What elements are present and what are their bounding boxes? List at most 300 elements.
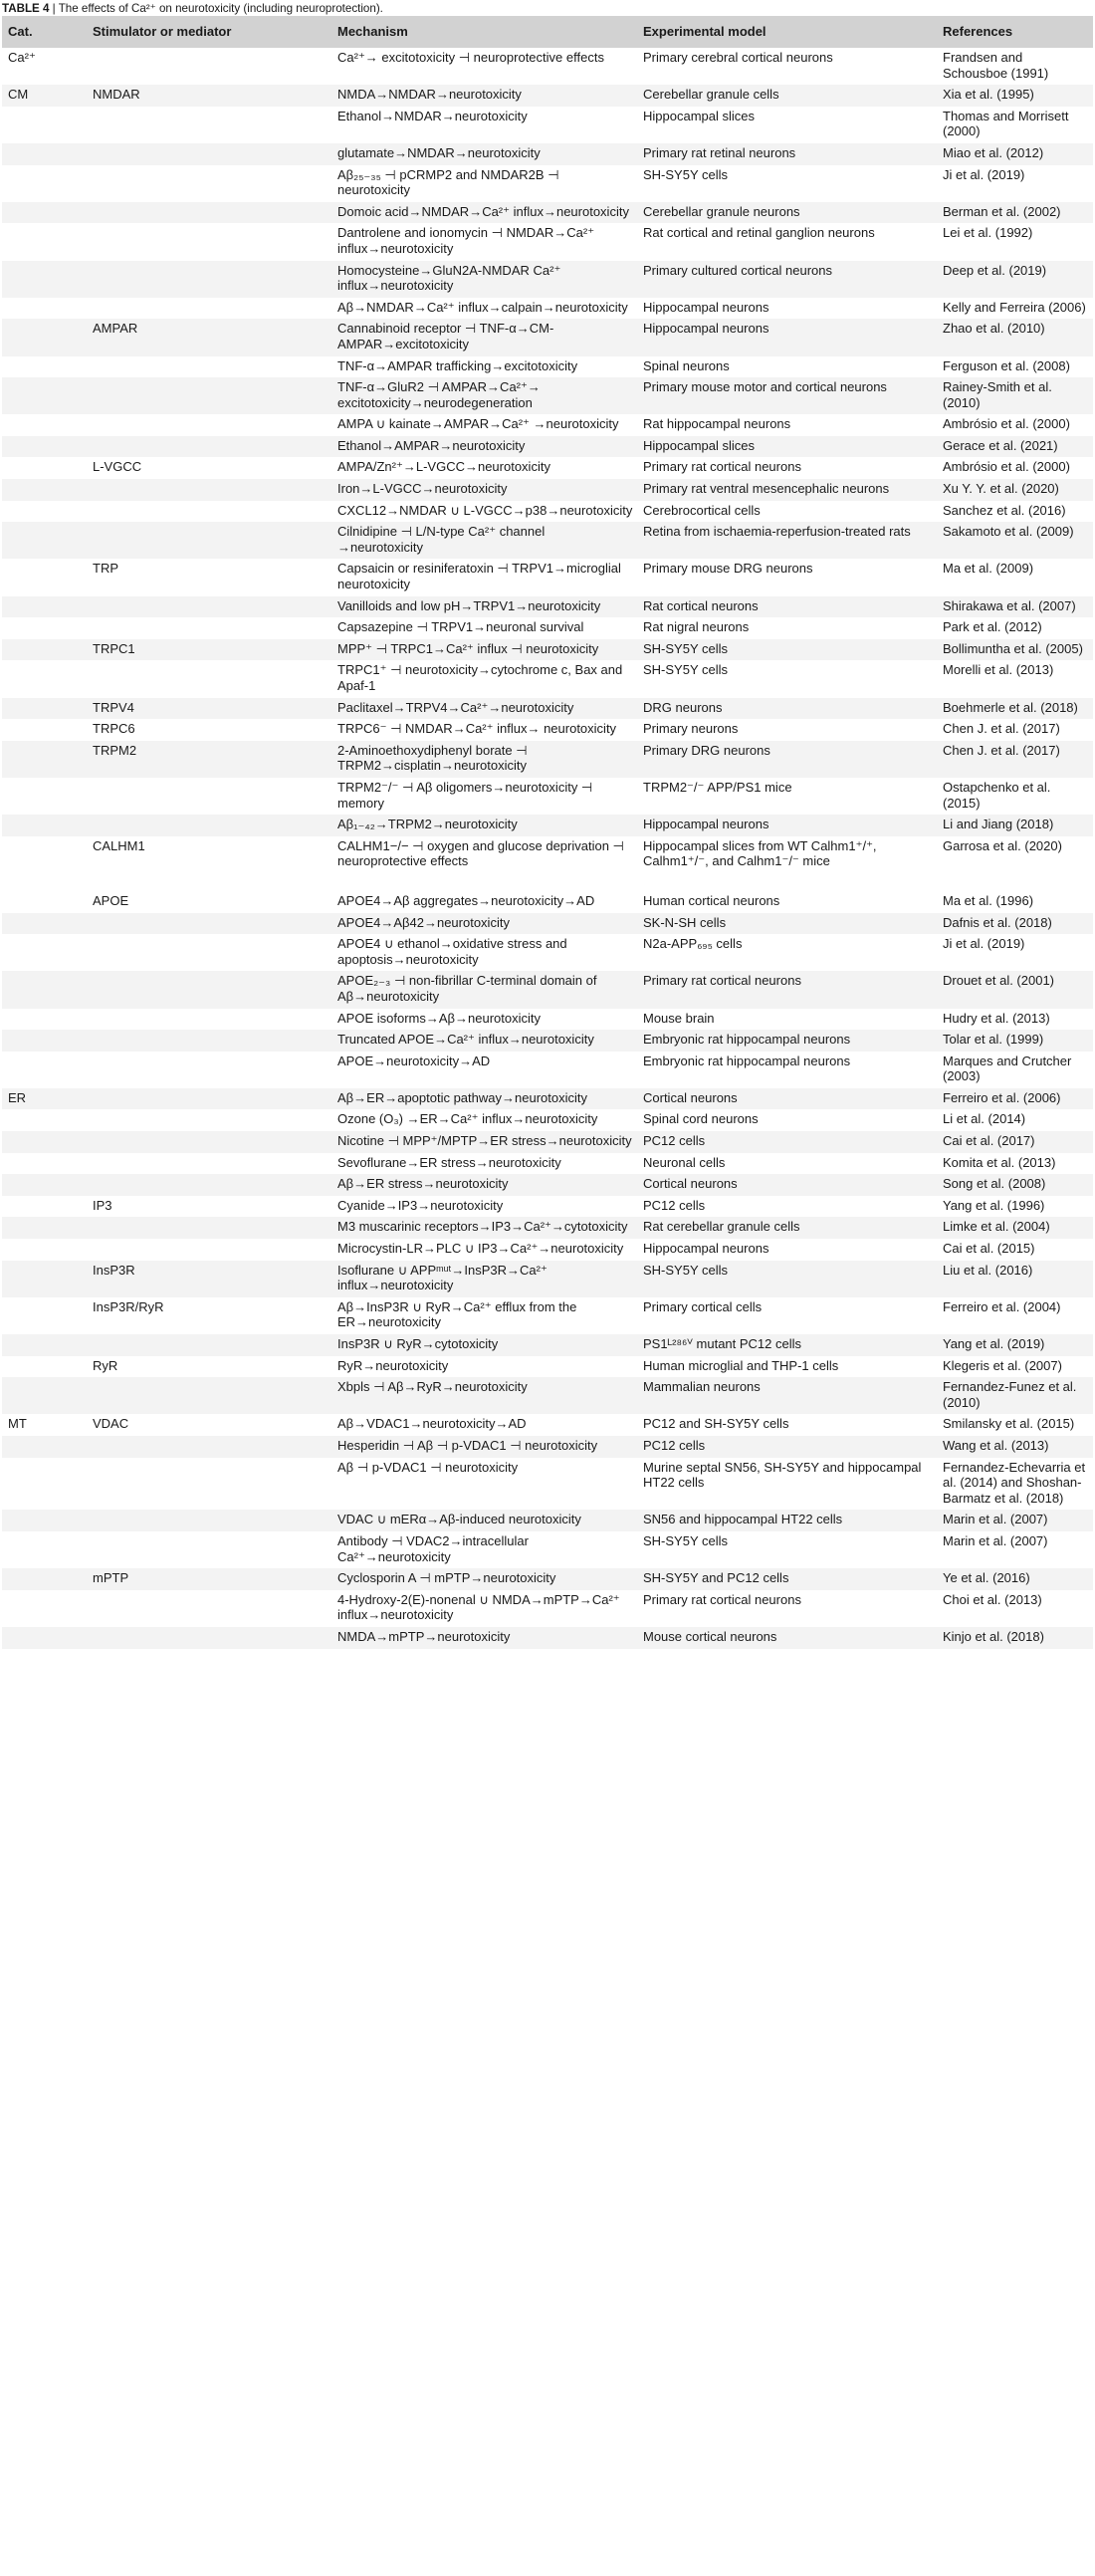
cell-mechanism: Sevoflurane→ER stress→neurotoxicity — [337, 1154, 561, 1170]
cell-stimulator — [87, 436, 331, 458]
table-row — [2, 414, 1093, 436]
cell-category — [2, 891, 87, 913]
cell-model: Cortical neurons — [637, 1174, 937, 1196]
cell-reference: Shirakawa et al. (2007) — [937, 596, 1093, 618]
cell-stimulator — [87, 522, 331, 559]
cell-category — [2, 836, 87, 873]
table-row — [2, 1568, 1093, 1590]
cell-stimulator — [87, 1131, 331, 1153]
cell-mechanism: Aβ→ER stress→neurotoxicity — [331, 1174, 637, 1196]
cell-reference: Gerace et al. (2021) — [937, 436, 1093, 458]
table-row — [2, 1261, 1093, 1297]
table-row — [2, 741, 1093, 778]
cell-model: Mouse brain — [643, 1010, 715, 1026]
data-table — [2, 16, 1093, 1649]
cell-category — [2, 377, 87, 414]
cell-model: Primary rat ventral mesencephalic neurons — [637, 479, 937, 501]
cell-reference: Marques and Crutcher (2003) — [943, 1053, 1072, 1084]
table-row — [2, 1510, 1093, 1531]
cell-mechanism: APOE4→Aβ42→neurotoxicity — [331, 913, 637, 935]
cell-reference: Li and Jiang (2018) — [937, 815, 1093, 836]
cell-reference: Miao et al. (2012) — [937, 143, 1093, 165]
table-row — [2, 1334, 1093, 1356]
cell-stimulator — [87, 1030, 331, 1052]
table-row — [2, 165, 1093, 202]
cell-mechanism: Ca²⁺→ excitotoxicity ⊣ neuroprotective effects — [337, 50, 604, 65]
cell-mechanism: NMDA→mPTP→neurotoxicity — [331, 1627, 637, 1649]
cell-mechanism: TRPM2⁻/⁻ ⊣ Aβ oligomers→neurotoxicity ⊣ memory — [337, 779, 593, 811]
cell-category — [2, 1131, 87, 1153]
cell-mechanism: Ethanol→AMPAR→neurotoxicity — [331, 436, 637, 458]
cell-category — [2, 1009, 87, 1031]
cell-mechanism: AMPA/Zn²⁺→L-VGCC→neurotoxicity — [337, 459, 550, 475]
cell-model: N2a-APP₆₉₅ cells — [643, 936, 743, 952]
cell-mechanism: Aβ₁₋₄₂→TRPM2→neurotoxicity — [331, 815, 637, 836]
cell-model: Rat cortical and retinal ganglion neurons — [643, 225, 875, 241]
cell-stimulator: L-VGCC — [93, 459, 142, 475]
cell-category — [2, 1196, 87, 1218]
table-row — [2, 377, 1093, 414]
cell-reference: Park et al. (2012) — [943, 619, 1042, 635]
cell-stimulator — [87, 261, 331, 298]
cell-category — [2, 457, 87, 479]
cell-mechanism: Aβ₂₅₋₃₅ ⊣ pCRMP2 and NMDAR2B ⊣ neurotoxicity — [337, 166, 559, 198]
cell-mechanism: TRPC1⁺ ⊣ neurotoxicity→cytochrome c, Bax and Apaf-1 — [337, 662, 623, 693]
cell-model: Primary rat retinal neurons — [637, 143, 937, 165]
cell-category — [2, 1297, 87, 1334]
cell-reference: Liu et al. (2016) — [937, 1261, 1093, 1297]
cell-reference: Yang et al. (2019) — [937, 1334, 1093, 1356]
cell-reference: Berman et al. (2002) — [937, 202, 1093, 224]
cell-category — [2, 559, 87, 595]
table-row — [2, 1356, 1093, 1378]
table-row — [2, 85, 1093, 107]
cell-model: Mouse cortical neurons — [637, 1627, 937, 1649]
table-row — [2, 436, 1093, 458]
cell-category — [2, 913, 87, 935]
cell-model: Hippocampal slices — [637, 436, 937, 458]
cell-stimulator — [87, 501, 331, 523]
cell-model: Retina from ischaemia-reperfusion-treated rats — [637, 522, 937, 559]
cell-category — [2, 639, 87, 661]
cell-mechanism: Iron→L-VGCC→neurotoxicity — [331, 479, 637, 501]
cell-stimulator — [87, 617, 331, 639]
table-row — [2, 223, 1093, 260]
cell-reference: Li et al. (2014) — [943, 1111, 1026, 1127]
cell-mechanism: APOE4 ∪ ethanol→oxidative stress and apoptosis→neurotoxicity — [337, 936, 567, 967]
cell-reference: Ostapchenko et al. (2015) — [943, 779, 1051, 811]
table-row — [2, 457, 1093, 479]
cell-reference: Ji et al. (2019) — [943, 166, 1025, 182]
cell-mechanism: Antibody ⊣ VDAC2→intracellular Ca²⁺→neurotoxicity — [337, 1532, 529, 1564]
cell-model: Hippocampal neurons — [643, 1241, 769, 1257]
cell-category — [2, 501, 87, 523]
cell-category — [2, 1109, 87, 1131]
cell-model: Embryonic rat hippocampal neurons — [643, 1053, 851, 1068]
cell-reference: Sakamoto et al. (2009) — [937, 522, 1093, 559]
cell-model: Embryonic rat hippocampal neurons — [637, 1030, 937, 1052]
cell-mechanism: MPP⁺ ⊣ TRPC1→Ca²⁺ influx ⊣ neurotoxicity — [331, 639, 637, 661]
cell-category — [2, 1436, 87, 1458]
cell-mechanism: APOE isoforms→Aβ→neurotoxicity — [337, 1010, 541, 1026]
cell-model: Murine septal SN56, SH-SY5Y and hippocampal HT22 cells — [643, 1459, 922, 1491]
cell-mechanism: Domoic acid→NMDAR→Ca²⁺ influx→neurotoxicity — [331, 202, 637, 224]
cell-model: Primary rat cortical neurons — [643, 1591, 801, 1607]
header-category: Cat. — [8, 24, 33, 39]
cell-model: SH-SY5Y and PC12 cells — [637, 1568, 937, 1590]
cell-stimulator — [87, 1436, 331, 1458]
cell-model: SH-SY5Y cells — [643, 662, 729, 678]
cell-stimulator — [87, 1088, 331, 1110]
cell-category — [2, 617, 87, 639]
cell-category — [2, 1334, 87, 1356]
table-body — [2, 48, 1093, 1649]
cell-mechanism: Aβ→NMDAR→Ca²⁺ influx→calpain→neurotoxicity — [337, 299, 628, 315]
cell-model: PC12 cells — [643, 1197, 706, 1213]
cell-model: SH-SY5Y cells — [643, 166, 729, 182]
cell-category — [2, 202, 87, 224]
cell-mechanism: Capsazepine ⊣ TRPV1→neuronal survival — [337, 619, 584, 635]
cell-model: TRPM2⁻/⁻ APP/PS1 mice — [643, 779, 792, 795]
cell-mechanism: Aβ→InsP3R ∪ RyR→Ca²⁺ efflux from the ER→neurotoxicity — [337, 1298, 577, 1330]
cell-mechanism: Aβ→VDAC1→neurotoxicity→AD — [337, 1416, 527, 1432]
table-row — [2, 202, 1093, 224]
table-row — [2, 815, 1093, 836]
cell-reference: Yang et al. (1996) — [943, 1197, 1045, 1213]
cell-reference: Ferguson et al. (2008) — [943, 357, 1070, 373]
cell-mechanism: Cannabinoid receptor ⊣ TNF-α→CM-AMPAR→excitotoxicity — [331, 319, 637, 355]
table-header — [2, 16, 1093, 48]
cell-category — [2, 971, 87, 1008]
cell-model: Hippocampal neurons — [637, 319, 937, 355]
table-row — [2, 836, 1093, 873]
table-row — [2, 1590, 1093, 1627]
header-references: References — [943, 24, 1013, 39]
cell-mechanism: CALHM1−/− ⊣ oxygen and glucose deprivation ⊣ neuroprotective effects — [337, 837, 624, 869]
cell-category — [2, 414, 87, 436]
cell-mechanism: TNF-α→GluR2 ⊣ AMPAR→Ca²⁺→ excitotoxicity→neurodegeneration — [331, 377, 637, 414]
cell-mechanism: Capsaicin or resiniferatoxin ⊣ TRPV1→microglial neurotoxicity — [337, 561, 621, 592]
cell-category — [2, 1261, 87, 1297]
cell-category — [2, 107, 87, 143]
cell-stimulator: RyR — [93, 1357, 118, 1373]
cell-category — [2, 165, 87, 202]
cell-reference: Xia et al. (1995) — [937, 85, 1093, 107]
cell-model: PS1ᴸ²⁸⁶ⱽ mutant PC12 cells — [637, 1334, 937, 1356]
table-row — [2, 319, 1093, 355]
cell-stimulator — [87, 414, 331, 436]
cell-mechanism: Cilnidipine ⊣ L/N-type Ca²⁺ channel →neurotoxicity — [331, 522, 637, 559]
cell-reference: Drouet et al. (2001) — [937, 971, 1093, 1008]
cell-category — [2, 778, 87, 815]
cell-model: Human microglial and THP-1 cells — [643, 1357, 839, 1373]
cell-stimulator — [87, 48, 331, 85]
cell-model: Primary neurons — [643, 721, 739, 737]
cell-category — [2, 815, 87, 836]
cell-stimulator: InsP3R — [87, 1261, 331, 1297]
cell-stimulator: TRPC6 — [93, 721, 135, 737]
cell-model: SH-SY5Y cells — [637, 1261, 937, 1297]
cell-mechanism: Dantrolene and ionomycin ⊣ NMDAR→Ca²⁺ influx→neurotoxicity — [337, 225, 595, 256]
cell-category — [2, 934, 87, 971]
cell-mechanism: APOE4→Aβ aggregates→neurotoxicity→AD — [337, 892, 595, 908]
cell-reference: Garrosa et al. (2020) — [943, 837, 1062, 853]
cell-stimulator — [87, 1174, 331, 1196]
cell-reference: Chen J. et al. (2017) — [943, 721, 1060, 737]
cell-mechanism: Isoflurane ∪ APPᵐᵘᵗ→InsP3R→Ca²⁺ influx→neurotoxicity — [331, 1261, 637, 1297]
cell-model: SK-N-SH cells — [637, 913, 937, 935]
cell-model: Spinal neurons — [643, 357, 730, 373]
cell-mechanism: Microcystin-LR→PLC ∪ IP3→Ca²⁺→neurotoxicity — [337, 1241, 624, 1257]
cell-model: Cerebrocortical cells — [643, 502, 761, 518]
table-row — [2, 1153, 1093, 1175]
cell-model: Primary cultured cortical neurons — [637, 261, 937, 298]
cell-reference: Limke et al. (2004) — [937, 1217, 1093, 1239]
cell-mechanism: 2-Aminoethoxydiphenyl borate ⊣ TRPM2→cisplatin→neurotoxicity — [331, 741, 637, 778]
cell-reference: Ma et al. (2009) — [943, 561, 1034, 577]
caption-separator: | — [49, 2, 59, 15]
cell-stimulator — [87, 356, 331, 378]
cell-mechanism: Aβ ⊣ p-VDAC1 ⊣ neurotoxicity — [337, 1459, 519, 1475]
table-row — [2, 1531, 1093, 1568]
cell-model: SH-SY5Y cells — [637, 639, 937, 661]
cell-stimulator — [87, 1334, 331, 1356]
table-row — [2, 1109, 1093, 1131]
table-row — [2, 913, 1093, 935]
table-row — [2, 48, 1093, 85]
cell-reference: Boehmerle et al. (2018) — [937, 698, 1093, 720]
cell-mechanism: RyR→neurotoxicity — [337, 1357, 449, 1373]
cell-reference: Smilansky et al. (2015) — [943, 1416, 1075, 1432]
cell-category — [2, 1217, 87, 1239]
cell-stimulator — [87, 815, 331, 836]
cell-category — [2, 298, 87, 320]
cell-reference: Bollimuntha et al. (2005) — [937, 639, 1093, 661]
cell-mechanism: Cyanide→IP3→neurotoxicity — [337, 1197, 504, 1213]
cell-reference: Kelly and Ferreira (2006) — [943, 299, 1086, 315]
cell-mechanism: NMDA→NMDAR→neurotoxicity — [331, 85, 637, 107]
cell-stimulator — [87, 934, 331, 971]
table-row — [2, 1414, 1093, 1436]
cell-stimulator — [87, 1531, 331, 1568]
table-row — [2, 698, 1093, 720]
cell-model: Hippocampal neurons — [643, 299, 769, 315]
cell-model: Primary cerebral cortical neurons — [643, 50, 833, 65]
table-row — [2, 522, 1093, 559]
table-row — [2, 596, 1093, 618]
cell-stimulator — [87, 1627, 331, 1649]
table-row — [2, 719, 1093, 741]
cell-stimulator — [87, 1109, 331, 1131]
cell-stimulator: TRPM2 — [87, 741, 331, 778]
cell-stimulator: AMPAR — [87, 319, 331, 355]
cell-reference: Chen J. et al. (2017) — [937, 741, 1093, 778]
cell-stimulator — [87, 596, 331, 618]
cell-stimulator — [87, 1217, 331, 1239]
cell-reference: Kinjo et al. (2018) — [937, 1627, 1093, 1649]
cell-category — [2, 1030, 87, 1052]
cell-model: Cortical neurons — [637, 1088, 937, 1110]
table-row — [2, 639, 1093, 661]
cell-model: Neuronal cells — [643, 1154, 726, 1170]
cell-category — [2, 1239, 87, 1261]
cell-model: Cerebellar granule cells — [637, 85, 937, 107]
cell-category — [2, 1153, 87, 1175]
cell-stimulator — [87, 1458, 331, 1511]
table-row — [2, 934, 1093, 971]
cell-stimulator — [87, 223, 331, 260]
cell-category — [2, 223, 87, 260]
cell-reference: Klegeris et al. (2007) — [943, 1357, 1062, 1373]
cell-category — [2, 1377, 87, 1414]
cell-category — [2, 698, 87, 720]
table-row — [2, 1174, 1093, 1196]
table-row — [2, 1088, 1093, 1110]
cell-reference: Ma et al. (1996) — [943, 892, 1034, 908]
cell-stimulator: TRP — [93, 561, 118, 577]
cell-mechanism: TRPC6⁻ ⊣ NMDAR→Ca²⁺ influx→ neurotoxicity — [337, 721, 617, 737]
cell-category — [2, 596, 87, 618]
cell-mechanism: VDAC ∪ mERα→Aβ-induced neurotoxicity — [331, 1510, 637, 1531]
cell-stimulator — [87, 1510, 331, 1531]
cell-category: CM — [2, 85, 87, 107]
cell-model: PC12 cells — [637, 1436, 937, 1458]
cell-model: SN56 and hippocampal HT22 cells — [637, 1510, 937, 1531]
table-row — [2, 1458, 1093, 1511]
cell-stimulator — [87, 971, 331, 1008]
cell-stimulator: TRPV4 — [87, 698, 331, 720]
cell-category — [2, 319, 87, 355]
cell-category — [2, 1531, 87, 1568]
cell-reference: Ferreiro et al. (2004) — [943, 1298, 1061, 1314]
cell-model: Human cortical neurons — [643, 892, 780, 908]
cell-reference: Dafnis et al. (2018) — [937, 913, 1093, 935]
cell-stimulator — [87, 202, 331, 224]
cell-model: Mammalian neurons — [637, 1377, 937, 1414]
cell-stimulator — [87, 165, 331, 202]
cell-category — [2, 479, 87, 501]
cell-category — [2, 436, 87, 458]
cell-reference: Rainey-Smith et al. (2010) — [937, 377, 1093, 414]
cell-stimulator: mPTP — [87, 1568, 331, 1590]
header-model: Experimental model — [643, 24, 766, 39]
cell-mechanism: Vanilloids and low pH→TRPV1→neurotoxicity — [331, 596, 637, 618]
table-row — [2, 479, 1093, 501]
table-row — [2, 1377, 1093, 1414]
cell-category: ER — [2, 1088, 87, 1110]
cell-model: Hippocampal slices — [643, 108, 755, 123]
cell-category — [2, 1052, 87, 1088]
cell-reference: Ji et al. (2019) — [943, 936, 1025, 952]
table-row — [2, 261, 1093, 298]
cell-stimulator: TRPC1 — [87, 639, 331, 661]
cell-stimulator — [87, 913, 331, 935]
cell-mechanism: Truncated APOE→Ca²⁺ influx→neurotoxicity — [331, 1030, 637, 1052]
cell-reference: Ferreiro et al. (2006) — [937, 1088, 1093, 1110]
cell-mechanism: Xbpls ⊣ Aβ→RyR→neurotoxicity — [331, 1377, 637, 1414]
table-row — [2, 356, 1093, 378]
cell-model: DRG neurons — [637, 698, 937, 720]
cell-model: SH-SY5Y cells — [643, 1532, 729, 1548]
cell-mechanism: Ozone (O₃) →ER→Ca²⁺ influx→neurotoxicity — [337, 1111, 598, 1127]
cell-mechanism: Aβ→ER→apoptotic pathway→neurotoxicity — [331, 1088, 637, 1110]
cell-model: Hippocampal slices from WT Calhm1⁺/⁺, Calhm1⁺/⁻, and Calhm1⁻/⁻ mice — [643, 837, 877, 869]
cell-mechanism: CXCL12→NMDAR ∪ L-VGCC→p38→neurotoxicity — [337, 502, 633, 518]
cell-stimulator: IP3 — [93, 1197, 112, 1213]
table-row — [2, 143, 1093, 165]
cell-reference: Tolar et al. (1999) — [937, 1030, 1093, 1052]
cell-category — [2, 356, 87, 378]
cell-model: Primary mouse DRG neurons — [643, 561, 813, 577]
table-row — [2, 1009, 1093, 1031]
table-row — [2, 660, 1093, 697]
header-row — [2, 16, 1093, 48]
table-row — [2, 971, 1093, 1008]
cell-reference: Choi et al. (2013) — [943, 1591, 1042, 1607]
cell-reference: Lei et al. (1992) — [943, 225, 1033, 241]
table-row — [2, 298, 1093, 320]
cell-mechanism: M3 muscarinic receptors→IP3→Ca²⁺→cytotoxicity — [331, 1217, 637, 1239]
table-row — [2, 1196, 1093, 1218]
cell-stimulator: InsP3R/RyR — [93, 1298, 164, 1314]
cell-category — [2, 719, 87, 741]
cell-stimulator — [87, 143, 331, 165]
cell-model: Rat cerebellar granule cells — [637, 1217, 937, 1239]
cell-reference: Deep et al. (2019) — [937, 261, 1093, 298]
cell-reference: Thomas and Morrisett (2000) — [943, 108, 1069, 139]
cell-stimulator — [87, 1377, 331, 1414]
cell-reference: Ye et al. (2016) — [937, 1568, 1093, 1590]
cell-stimulator — [87, 1153, 331, 1175]
cell-model: Primary cortical cells — [643, 1298, 763, 1314]
table-row — [2, 1627, 1093, 1649]
cell-category — [2, 1356, 87, 1378]
cell-stimulator — [87, 1052, 331, 1088]
cell-category — [2, 660, 87, 697]
table-row — [2, 107, 1093, 143]
cell-reference: Sanchez et al. (2016) — [943, 502, 1066, 518]
table-row — [2, 559, 1093, 595]
cell-mechanism: InsP3R ∪ RyR→cytotoxicity — [331, 1334, 637, 1356]
cell-reference: Fernandez-Funez et al. (2010) — [937, 1377, 1093, 1414]
cell-category — [2, 261, 87, 298]
cell-reference: Komita et al. (2013) — [943, 1154, 1056, 1170]
header-mechanism: Mechanism — [337, 24, 408, 39]
cell-category — [2, 143, 87, 165]
cell-model: Primary rat cortical neurons — [637, 971, 937, 1008]
cell-stimulator: APOE — [93, 892, 129, 908]
cell-model: Rat cortical neurons — [637, 596, 937, 618]
table-row — [2, 778, 1093, 815]
cell-stimulator — [87, 107, 331, 143]
cell-reference: Marin et al. (2007) — [943, 1532, 1048, 1548]
cell-category — [2, 522, 87, 559]
table-row — [2, 1131, 1093, 1153]
cell-mechanism: Homocysteine→GluN2A-NMDAR Ca²⁺ influx→neurotoxicity — [331, 261, 637, 298]
table-row — [2, 1436, 1093, 1458]
cell-model: Primary DRG neurons — [637, 741, 937, 778]
cell-mechanism: APOE→neurotoxicity→AD — [337, 1053, 491, 1068]
cell-category — [2, 1174, 87, 1196]
cell-model: Hippocampal neurons — [637, 815, 937, 836]
cell-stimulator — [87, 1239, 331, 1261]
cell-reference: Zhao et al. (2010) — [937, 319, 1093, 355]
cell-stimulator — [87, 1009, 331, 1031]
cell-mechanism: APOE₂₋₃ ⊣ non-fibrillar C-terminal domain of Aβ→neurotoxicity — [331, 971, 637, 1008]
cell-category — [2, 1568, 87, 1590]
cell-stimulator: VDAC — [93, 1416, 129, 1432]
header-stimulator: Stimulator or mediator — [93, 24, 232, 39]
